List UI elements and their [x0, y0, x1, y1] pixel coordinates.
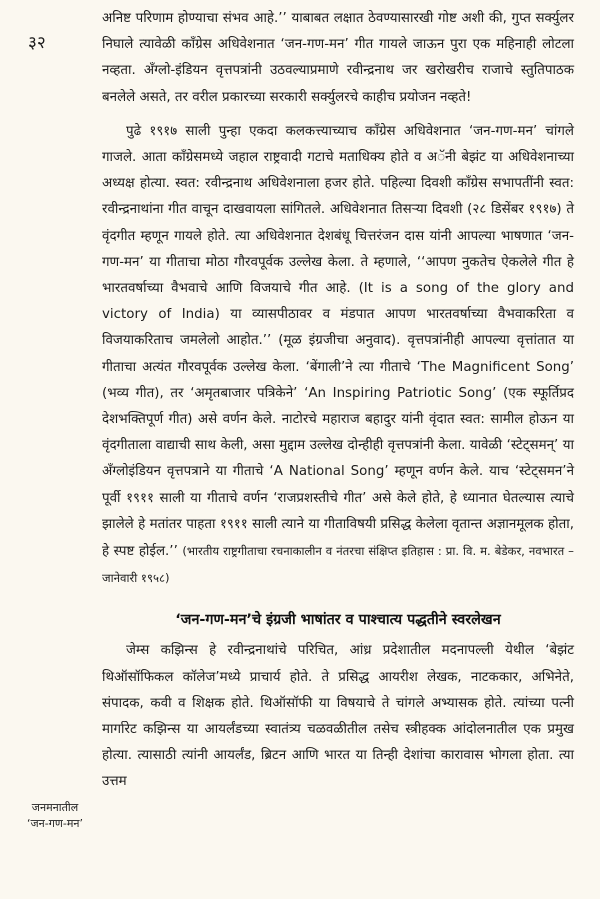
paragraph-1: अनिष्ट परिणाम होण्याचा संभव आहे.’’ याबाबत लक्षात ठेवण्यासारखी गोष्ट अशी की, गुप्त सर्क्युलर निघाले त्यावेळी काँग्रेस अधिवेशनात ‘जन-गण-मन’ गीत गायले जाऊन पुरा एक महिनाही लोटला नव्हता. अँग्लो-इंडियन वृत्तपत्रांनी उठवल्याप्रमाणे रवीन्द्रनाथ जर खरोखरीच राजाचे स्तुतिपाठक बनलेले असते, तर वरील प्रकारच्या सरकारी सर्क्युलरचे काहीच प्रयोजन नव्हते!: [102, 11, 574, 105]
paragraph-2: [102, 119, 574, 593]
side-note: [14, 800, 96, 832]
side-note-line-1: जनमनातील: [31, 801, 79, 814]
paragraph-2-text: पुढे १९१७ साली पुन्हा एकदा कलकत्त्याच्याच काँग्रेस अधिवेशनात ‘जन-गण-मन’ चांगले गाजले. आता काँग्रेसमध्ये जहाल राष्ट्रवादी गटाचे मताधिक्य होते व अॅनी बेझंट या अधिवेशनाच्या अध्यक्ष होत्या. स्वत: रवीन्द्रनाथ अधिवेशनाला हजर होते. पहिल्या दिवशी काँग्रेस सभापतींनी स्वत: रवीन्द्रनाथांना गीत वाचून दाखवायला सांगितले. अधिवेशनात तिसऱ्या दिवशी (२८ डिसेंबर १९१७) ते वृंदगीत म्हणून गायले होते. त्या अधिवेशनात देशबंधू चित्तरंजन दास यांनी आपल्या भाषणात ‘जन-गण-मन’ या गीताचा मोठा गौरवपूर्वक उल्लेख केला. ते म्हणाले, ‘‘आपण नुकतेच ऐकलेले गीत हे भारतवर्षाच्या वैभवाचे आणि विजयाचे गीत आहे. (It is a song of the glory and victory of India) या व्यासपीठावर व मंडपात आपण भारतवर्षाच्या वैभवाकरिता व विजयाकरिताच जमलेलो आहोत.’’ (मूळ इंग्रजीचा अनुवाद). वृत्तपत्रांनीही आपल्या वृत्तांतात या गीताचा अत्यंत गौरवपूर्वक उल्लेख केला. ‘बेंगाली’ने त्या गीताचे ‘The Magnificent Song’ (भव्य गीत), तर ‘अमृतबाजार पत्रिकेने’ ‘An Inspiring Patriotic Song’ (एक स्फूर्तिप्रद देशभक्तिपूर्ण गीत) असे वर्णन केले. नाटोरचे महाराज बहादुर यांनी वृंदात स्वत: सामील होऊन या वृंदगीताला वाद्याची साथ केली, असा मुद्दाम उल्लेख दोन्हीही वृत्तपत्रांनी केला. यावेळी ‘स्टेट्समन्’ या अँग्लोइंडियन वृत्तपत्राने या गीताचे ‘A National Song’ म्हणून वर्णन केले. याच ‘स्टेट्समन’ने पूर्वी १९११ साली या गीताचे वर्णन ‘राजप्रशस्तीचे गीत’ असे केले होते, हे ध्यानात घेतल्यास त्याचे झालेले हे मतांतर पाहता १९११ साली त्याने या गीताविषयी प्रसिद्ध केलेला वृतान्त अज्ञानमूलक होता, हे स्पष्ट होईल.’’: [102, 123, 574, 560]
page-number: ३२: [28, 33, 46, 53]
source-citation: (भारतीय राष्ट्रगीताचा रचनाकालीन व नंतरचा संक्षिप्त इतिहास : प्रा. वि. म. बेडेकर, नवभारत – जानेवारी १९५८): [102, 544, 574, 586]
paragraph-3: जेम्स कझिन्स हे रवीन्द्रनाथांचे परिचित, आंध्र प्रदेशातील मदनापल्ली येथील ‘बेझंट थिऑसॉफिकल कॉलेज’मध्ये प्राचार्य होते. ते प्रसिद्ध आयरीश लेखक, नाटककार, अभिनेते, संपादक, कवी व शिक्षक होते. थिऑसॉफी या विषयाचे ते चांगले अभ्यासक होते. त्यांच्या पत्नी मार्गारेट कझिन्स या आयर्लंडच्या स्वातंत्र्य चळवळीतील तसेच स्त्रीहक्क आंदोलनातील एक प्रमुख होत्या. त्यासाठी त्यांनी आयर्लंड, ब्रिटन आणि भारत या तिन्ही देशांचा कारावास भोगला होता. त्या उत्तम: [102, 643, 574, 790]
text-column: [102, 6, 574, 796]
section-heading: ‘जन-गण-मन’चे इंग्रजी भाषांतर व पाश्चात्य पद्धतीने स्वरलेखन: [175, 612, 501, 629]
side-note-line-2: ‘जन-गण-मन’: [26, 817, 84, 830]
